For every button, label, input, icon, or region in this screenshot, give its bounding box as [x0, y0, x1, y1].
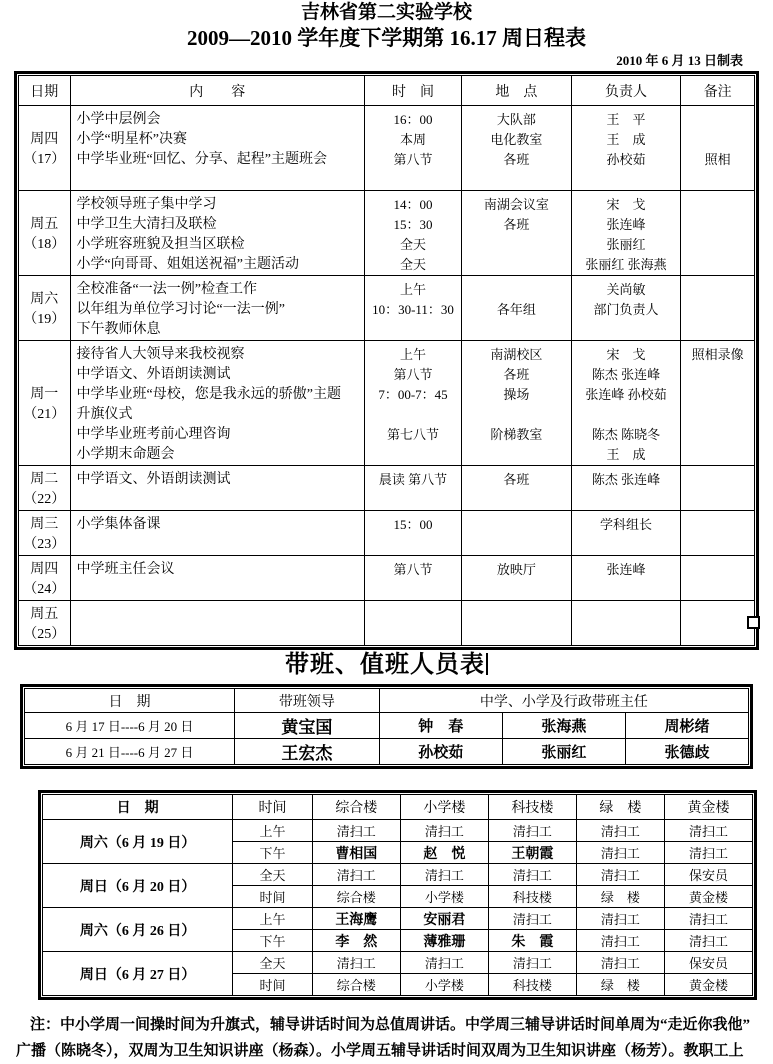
cell-line: 7：00-7：45	[378, 387, 448, 402]
cell-line: 第八节	[393, 152, 433, 167]
schedule-row	[19, 511, 755, 556]
place-cell	[462, 106, 572, 191]
cell-line: 16：00	[393, 112, 433, 127]
time-cell	[364, 106, 461, 191]
person-cell	[571, 106, 681, 191]
clean-duty-cell: 小学楼	[400, 974, 488, 996]
duty-table-body	[25, 713, 749, 765]
content-cell	[70, 191, 364, 276]
duty-teacher-cell: 张海燕	[502, 713, 625, 739]
cell-line: 小学“明星杯”决赛	[76, 132, 187, 147]
day-cell	[19, 341, 71, 466]
content-cell	[70, 106, 364, 191]
cleaning-duty-table	[42, 794, 753, 996]
person-cell	[571, 511, 681, 556]
duty-leader-table	[24, 688, 749, 765]
duty-section-heading-row	[0, 651, 773, 680]
clean-duty-cell: 曹相国	[312, 842, 400, 864]
cell-line	[365, 405, 461, 425]
cell-line: 15：00	[393, 517, 433, 532]
cell-line: 接待省人大领导来我校视察	[76, 347, 245, 362]
cell-line: 各班	[503, 217, 530, 232]
schedule-row	[19, 191, 755, 276]
clean-table-body	[43, 820, 753, 996]
time-cell	[364, 341, 461, 466]
cell-line: （23）	[23, 537, 66, 552]
cell-line: 周六	[30, 292, 59, 307]
cell-line: 大队部	[496, 112, 536, 127]
main-schedule-table	[18, 75, 755, 646]
place-cell	[462, 511, 572, 556]
clean-duty-cell: 清扫工	[488, 820, 576, 842]
clean-column-header: 综合楼	[312, 795, 400, 820]
cell-line: 小学期末命题会	[76, 447, 175, 462]
clean-duty-cell: 黄金楼	[664, 974, 752, 996]
clean-column-header: 黄金楼	[664, 795, 752, 820]
time-cell	[364, 191, 461, 276]
cell-line: 上午	[399, 282, 426, 297]
clean-duty-cell: 清扫工	[576, 864, 664, 886]
duty-header-row	[25, 689, 749, 713]
cell-line	[681, 110, 754, 130]
cell-line: 孙校茹	[606, 152, 646, 167]
note-cell	[681, 191, 755, 276]
clean-duty-cell: 清扫工	[488, 908, 576, 930]
cell-line: 陈杰 陈晓冬	[591, 427, 661, 442]
clean-duty-cell: 清扫工	[576, 842, 664, 864]
time-cell	[364, 556, 461, 601]
cell-line: 周五	[30, 217, 59, 232]
cell-line: 中学卫生大清扫及联检	[76, 217, 217, 232]
schedule-row	[19, 106, 755, 191]
cell-line: 上午	[399, 347, 426, 362]
cell-line: 中学语文、外语朗读测试	[76, 472, 231, 487]
person-cell	[571, 601, 681, 646]
cell-line: 王 成	[606, 447, 646, 462]
time-cell	[364, 276, 461, 341]
clean-duty-cell: 清扫工	[576, 952, 664, 974]
duty-teacher-cell: 孙校茹	[379, 739, 502, 765]
date-created-note: 2010 年 6 月 13 日制表	[616, 53, 743, 68]
clean-duty-cell: 清扫工	[488, 864, 576, 886]
main-header-row	[19, 76, 755, 106]
clean-duty-cell: 王海鹰	[312, 908, 400, 930]
clean-row	[43, 864, 753, 886]
clean-row	[43, 952, 753, 974]
cell-line: 以年组为单位学习讨论“一法一例”	[76, 302, 285, 317]
clean-column-header: 时间	[233, 795, 313, 820]
duty-teacher-cell: 钟 春	[379, 713, 502, 739]
content-cell	[70, 556, 364, 601]
cell-line: 学校领导班子集中学习	[76, 197, 217, 212]
duty-date-cell: 6 月 21 日----6 月 27 日	[25, 739, 235, 765]
clean-time-cell: 上午	[233, 820, 313, 842]
schedule-row	[19, 341, 755, 466]
clean-duty-cell: 朱 霞	[488, 930, 576, 952]
cell-line: （21）	[23, 407, 66, 422]
cell-line: 各班	[503, 367, 530, 382]
clean-duty-cell: 清扫工	[400, 864, 488, 886]
cell-line: 操场	[503, 387, 530, 402]
text-cursor	[486, 653, 488, 675]
clean-duty-cell: 安丽君	[400, 908, 488, 930]
cell-line	[681, 130, 754, 150]
schedule-row	[19, 466, 755, 511]
clean-duty-cell: 黄金楼	[664, 886, 752, 908]
cell-line: 中学班主任会议	[76, 562, 175, 577]
clean-time-cell: 上午	[233, 908, 313, 930]
main-schedule-table-frame	[14, 71, 759, 650]
time-cell	[364, 511, 461, 556]
cell-line: 周三	[30, 517, 59, 532]
cell-line: 各班	[503, 152, 530, 167]
cell-line: 王 成	[606, 132, 646, 147]
cell-line	[572, 405, 681, 425]
note-cell	[681, 341, 755, 466]
cell-line: 周五	[30, 607, 59, 622]
clean-duty-cell: 清扫工	[576, 930, 664, 952]
cleaning-duty-table-frame	[38, 790, 757, 1000]
schedule-row	[19, 601, 755, 646]
cell-line	[365, 320, 461, 340]
clean-duty-cell: 清扫工	[312, 952, 400, 974]
note-cell	[681, 106, 755, 191]
cell-line: 周四	[30, 562, 59, 577]
time-cell	[364, 466, 461, 511]
place-cell	[462, 276, 572, 341]
day-cell	[19, 466, 71, 511]
cell-line: 晨读 第八节	[378, 472, 448, 487]
duty-teacher-cell: 周彬绪	[625, 713, 748, 739]
anchor-square-icon	[747, 616, 760, 629]
day-cell	[19, 276, 71, 341]
clean-duty-cell: 清扫工	[576, 820, 664, 842]
cell-line: 小学“向哥哥、姐姐送祝福”主题活动	[76, 257, 299, 272]
note-cell	[681, 556, 755, 601]
cell-line: 张连峰	[606, 562, 646, 577]
clean-duty-cell: 小学楼	[400, 886, 488, 908]
note-cell	[681, 511, 755, 556]
content-cell	[70, 341, 364, 466]
cell-line: 各班	[503, 472, 530, 487]
cell-line	[462, 320, 571, 340]
cell-line: 小学集体备课	[76, 517, 161, 532]
cell-line	[462, 405, 571, 425]
clean-duty-cell: 清扫工	[312, 864, 400, 886]
duty-column-header: 日 期	[25, 689, 235, 713]
clean-duty-cell: 清扫工	[488, 952, 576, 974]
clean-duty-cell: 清扫工	[576, 908, 664, 930]
cell-line: 第七八节	[386, 427, 439, 442]
cell-line: 部门负责人	[593, 302, 659, 317]
clean-duty-cell: 综合楼	[312, 886, 400, 908]
clean-duty-cell: 赵 悦	[400, 842, 488, 864]
cell-line: 南湖会议室	[483, 197, 549, 212]
clean-duty-cell: 清扫工	[400, 820, 488, 842]
clean-column-header: 科技楼	[488, 795, 576, 820]
clean-time-cell: 全天	[233, 952, 313, 974]
duty-date-cell: 6 月 17 日----6 月 20 日	[25, 713, 235, 739]
cell-line	[462, 255, 571, 275]
main-table-body	[19, 106, 755, 646]
day-cell	[19, 556, 71, 601]
cell-line: 小学班容班貌及担当区联检	[76, 237, 245, 252]
day-cell	[19, 191, 71, 276]
cell-line: 周四	[30, 132, 59, 147]
main-column-header: 内 容	[70, 76, 364, 106]
clean-date-cell: 周日（6 月 27 日）	[43, 952, 233, 996]
cell-line: 宋 戈	[606, 347, 646, 362]
cell-line: 照相录像	[691, 347, 744, 362]
day-cell	[19, 106, 71, 191]
content-cell	[70, 511, 364, 556]
person-cell	[571, 466, 681, 511]
schedule-row	[19, 556, 755, 601]
school-title: 吉林省第二实验学校	[300, 2, 472, 23]
clean-duty-cell: 绿 楼	[576, 974, 664, 996]
content-cell	[70, 276, 364, 341]
cell-line: 15：30	[393, 217, 433, 232]
cell-line: 关尚敏	[606, 282, 646, 297]
cell-line: 全天	[399, 257, 426, 272]
cell-line: 宋 戈	[606, 197, 646, 212]
cell-line: 陈杰 张连峰	[591, 367, 661, 382]
cell-line: 周一	[30, 387, 59, 402]
cell-line: 南湖校区	[490, 347, 543, 362]
clean-duty-cell: 保安员	[664, 864, 752, 886]
cell-line: 电化教室	[490, 132, 543, 147]
clean-duty-cell: 科技楼	[488, 974, 576, 996]
cell-line: （17）	[23, 152, 66, 167]
cell-line: 全天	[399, 237, 426, 252]
person-cell	[571, 191, 681, 276]
main-column-header: 负责人	[571, 76, 681, 106]
cell-line: 10：30-11：30	[372, 302, 454, 317]
duty-column-header: 带班领导	[234, 689, 379, 713]
person-cell	[571, 276, 681, 341]
clean-column-header: 日 期	[43, 795, 233, 820]
day-cell	[19, 601, 71, 646]
note-cell	[681, 276, 755, 341]
cell-line: （18）	[23, 237, 66, 252]
clean-duty-cell: 清扫工	[664, 842, 752, 864]
cell-line: 放映厅	[496, 562, 536, 577]
duty-leader-table-frame	[20, 684, 753, 769]
main-column-header: 时 间	[364, 76, 461, 106]
cell-line: 学科组长	[600, 517, 653, 532]
clean-header-row	[43, 795, 753, 820]
cell-line	[462, 515, 571, 535]
clean-time-cell: 时间	[233, 886, 313, 908]
person-cell	[571, 341, 681, 466]
clean-date-cell: 周六（6 月 19 日）	[43, 820, 233, 864]
clean-date-cell: 周日（6 月 20 日）	[43, 864, 233, 908]
clean-duty-cell: 清扫工	[312, 820, 400, 842]
clean-duty-cell: 清扫工	[664, 930, 752, 952]
place-cell	[462, 191, 572, 276]
cell-line: 张丽红	[606, 237, 646, 252]
cell-line: 14：00	[393, 197, 433, 212]
clean-duty-cell: 绿 楼	[576, 886, 664, 908]
duty-teacher-cell: 张德歧	[625, 739, 748, 765]
footnote-line: 广播（陈晓冬），双周为卫生知识讲座（杨森）。小学周五辅导讲话时间双周为卫生知识讲座（杨芳）。教职工上	[16, 1043, 744, 1059]
cell-line: 第八节	[393, 367, 433, 382]
content-cell	[70, 601, 364, 646]
duty-teacher-cell: 张丽红	[502, 739, 625, 765]
cell-line: 张丽红 张海燕	[585, 257, 667, 272]
clean-duty-cell: 综合楼	[312, 974, 400, 996]
cell-line: 张连峰 孙校茹	[585, 387, 667, 402]
cell-line: （22）	[23, 492, 66, 507]
cell-line: 第八节	[393, 562, 433, 577]
cell-line: 阶梯教室	[490, 427, 543, 442]
footnote-line: 注：中小学周一间操时间为升旗式，辅导讲话时间为总值周讲话。中学周三辅导讲话时间单周为“走近你我他”	[30, 1017, 751, 1033]
footnote	[16, 1012, 765, 1064]
clean-duty-cell: 清扫工	[664, 820, 752, 842]
main-column-header: 备注	[681, 76, 755, 106]
schedule-row	[19, 276, 755, 341]
clean-row	[43, 908, 753, 930]
clean-column-header: 小学楼	[400, 795, 488, 820]
cell-line: 中学毕业班“母校，您是我永远的骄傲”主题	[76, 387, 341, 402]
cell-line: 中学毕业班考前心理咨询	[76, 427, 231, 442]
cell-line: 王 平	[606, 112, 646, 127]
cell-line: 升旗仪式	[76, 407, 133, 422]
clean-duty-cell: 清扫工	[664, 908, 752, 930]
cell-line	[365, 445, 461, 465]
clean-duty-cell: 王朝霞	[488, 842, 576, 864]
clean-time-cell: 时间	[233, 974, 313, 996]
place-cell	[462, 556, 572, 601]
cell-line: 张连峰	[606, 217, 646, 232]
cell-line: （25）	[23, 627, 66, 642]
cell-line: 中学语文、外语朗读测试	[76, 367, 231, 382]
cell-line: 下午教师休息	[76, 322, 161, 337]
clean-time-cell: 下午	[233, 930, 313, 952]
note-cell	[681, 466, 755, 511]
place-cell	[462, 341, 572, 466]
cell-line: 全校准备“一法一例”检查工作	[76, 282, 257, 297]
cell-line: 小学中层例会	[76, 112, 161, 127]
note-cell	[681, 601, 755, 646]
cell-line: 照相	[704, 152, 731, 167]
clean-duty-cell: 薄雅珊	[400, 930, 488, 952]
cell-line: 各年组	[496, 302, 536, 317]
clean-date-cell: 周六（6 月 26 日）	[43, 908, 233, 952]
duty-row	[25, 739, 749, 765]
duty-table-title: 带班、值班人员表	[285, 652, 485, 678]
clean-duty-cell: 李 然	[312, 930, 400, 952]
clean-row	[43, 820, 753, 842]
cell-line: 中学毕业班“回忆、分享、起程”主题班会	[76, 152, 327, 167]
main-column-header: 地 点	[462, 76, 572, 106]
duty-leader-cell: 黄宝国	[234, 713, 379, 739]
clean-duty-cell: 清扫工	[400, 952, 488, 974]
cell-line	[462, 235, 571, 255]
clean-duty-cell: 保安员	[664, 952, 752, 974]
duty-row	[25, 713, 749, 739]
place-cell	[462, 466, 572, 511]
clean-column-header: 绿 楼	[576, 795, 664, 820]
clean-duty-cell: 科技楼	[488, 886, 576, 908]
place-cell	[462, 601, 572, 646]
duty-leader-cell: 王宏杰	[234, 739, 379, 765]
clean-time-cell: 下午	[233, 842, 313, 864]
cell-line: 本周	[399, 132, 426, 147]
cell-line: 周二	[30, 472, 59, 487]
cell-line: （24）	[23, 582, 66, 597]
person-cell	[571, 556, 681, 601]
duty-column-header: 中学、小学及行政带班主任	[379, 689, 748, 713]
clean-time-cell: 全天	[233, 864, 313, 886]
cell-line	[462, 280, 571, 300]
day-cell	[19, 511, 71, 556]
doc-title: 2009—2010 学年度下学期第 16.17 周日程表	[187, 26, 586, 50]
cell-line	[462, 445, 571, 465]
cell-line: （19）	[23, 312, 66, 327]
main-column-header: 日期	[19, 76, 71, 106]
content-cell	[70, 466, 364, 511]
cell-line: 陈杰 张连峰	[591, 472, 661, 487]
cell-line	[572, 320, 681, 340]
time-cell	[364, 601, 461, 646]
